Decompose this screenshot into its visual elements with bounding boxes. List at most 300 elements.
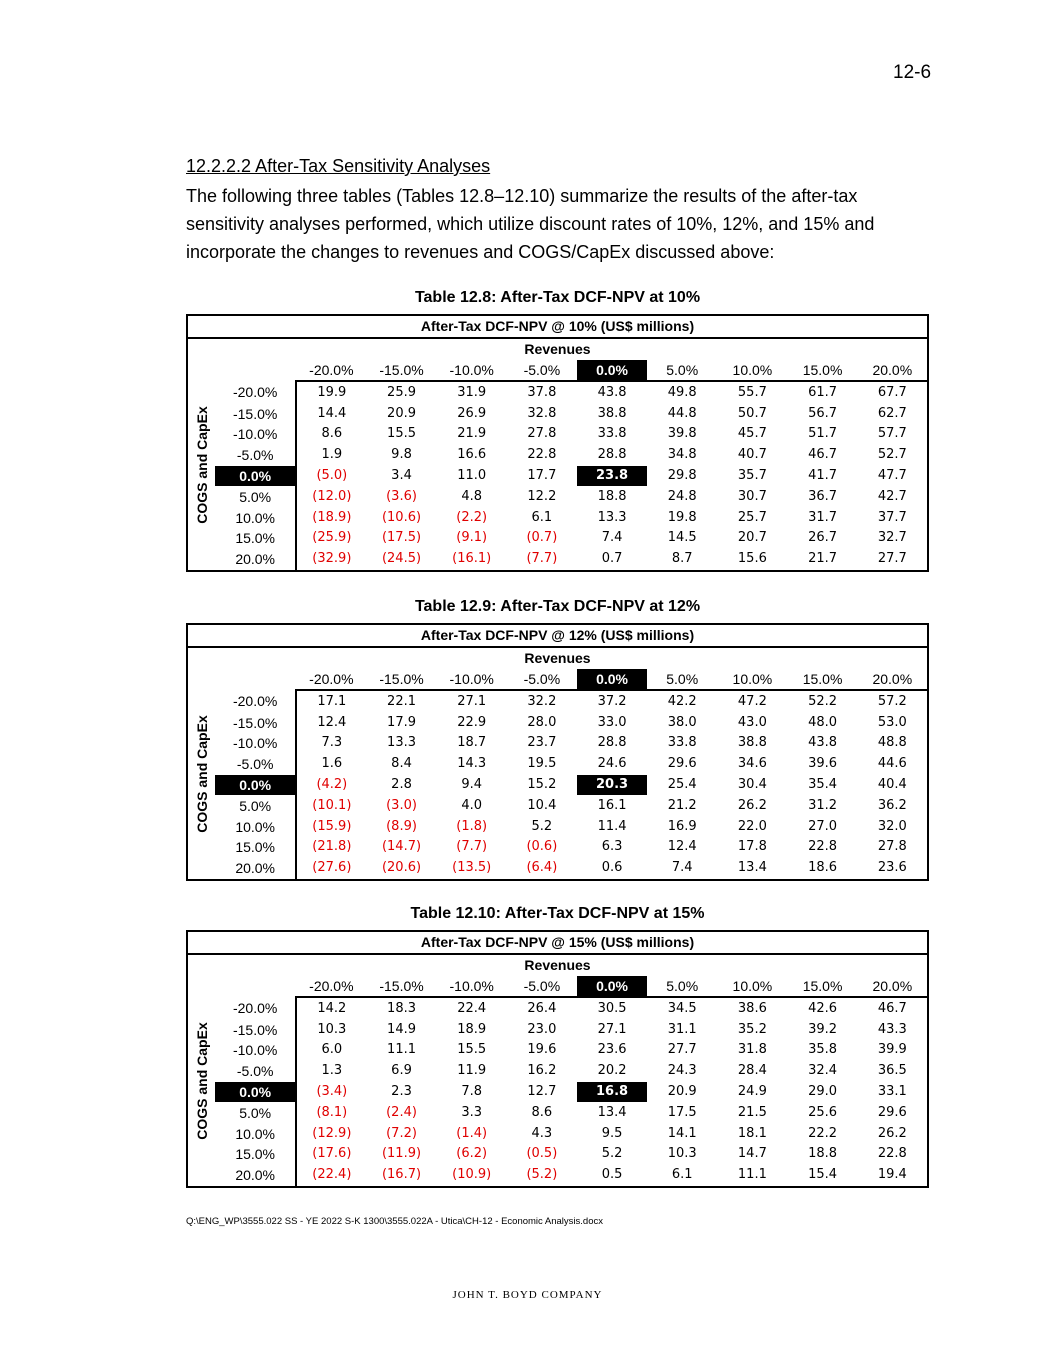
table-cell: 31.9 (437, 381, 507, 403)
table-cell: 48.0 (808, 714, 838, 730)
table-cell: 0.7 (577, 549, 647, 571)
table-cell: 25.9 (366, 381, 436, 403)
table-cell: 53.0 (858, 712, 928, 733)
table-cell: (20.6) (366, 858, 436, 880)
table-cell: (17.6) (296, 1144, 366, 1165)
table-cell: 31.7 (808, 509, 838, 525)
table-cell: 8.6 (531, 1104, 553, 1120)
table-cell: 9.4 (461, 776, 483, 792)
table-cell: 48.8 (858, 733, 928, 754)
table-cell: (25.9) (296, 528, 366, 549)
row-header: 0.0% (215, 466, 296, 487)
table-cell: 22.1 (366, 690, 436, 712)
table-cell: 27.1 (437, 690, 507, 712)
table-cell: 21.9 (457, 426, 487, 442)
row-group-label-cell (187, 976, 215, 1187)
table-cell: 6.1 (647, 1165, 717, 1187)
row-header: -15.0% (232, 405, 278, 422)
page-number: 12-6 (893, 62, 932, 83)
table-cell: 14.9 (387, 1021, 416, 1037)
table-cell: 25.7 (737, 509, 767, 525)
table-cell: 6.1 (531, 509, 553, 525)
row-header: 10.0% (235, 509, 276, 526)
table-cell: 46.7 (808, 447, 838, 463)
table-cell: 62.7 (858, 403, 928, 424)
table-cell: 45.7 (737, 426, 767, 442)
table-cell: 6.3 (601, 839, 623, 855)
table-cell: 27.8 (858, 837, 928, 858)
table-cell: 5.2 (531, 818, 553, 834)
column-header: -10.0% (449, 670, 494, 687)
table-cell: 20.7 (737, 530, 767, 546)
table-row (187, 1144, 928, 1165)
table-cell: 32.4 (808, 1063, 838, 1079)
table-cell: 27.7 (667, 1042, 697, 1058)
table-cell: 57.2 (858, 690, 928, 712)
table-cell: 57.7 (858, 424, 928, 445)
table-cell: 67.7 (858, 381, 928, 403)
table-cell: 46.7 (858, 997, 928, 1019)
table-cell: 41.7 (808, 467, 838, 483)
table-cell: 26.9 (457, 405, 487, 421)
table-cell: 56.7 (808, 405, 838, 421)
table-cell: 23.7 (527, 735, 557, 751)
column-header: -10.0% (449, 361, 494, 378)
table-cell: 13.3 (597, 509, 627, 525)
column-header: 10.0% (732, 361, 773, 378)
column-header: -20.0% (309, 670, 354, 687)
table-cell: 13.4 (597, 1104, 627, 1120)
table-cell: 4.8 (461, 488, 483, 504)
table-row (187, 549, 928, 571)
column-header: -5.0% (523, 670, 561, 687)
table-cell: (7.2) (386, 1125, 417, 1141)
table-cell: (0.7) (526, 530, 558, 546)
table-cell: 44.8 (667, 405, 697, 421)
column-header: 15.0% (802, 361, 843, 378)
table-cell: 8.6 (296, 424, 366, 445)
table-cell: 36.5 (858, 1061, 928, 1082)
table-cell: 9.8 (391, 447, 412, 463)
table-cell: 26.2 (858, 1123, 928, 1144)
table-caption: After-Tax DCF-NPV @ 12% (US$ millions) (187, 624, 928, 647)
table-cell: 26.2 (737, 797, 767, 813)
column-group-label: Revenues (187, 954, 928, 976)
table-cell: (1.8) (456, 818, 488, 834)
table-row (187, 816, 928, 837)
table-cell: 10.3 (667, 1146, 697, 1162)
table-cell: (14.7) (381, 839, 422, 855)
table-cell: 30.4 (737, 776, 767, 792)
table-cell: 18.6 (787, 858, 857, 880)
table-cell: 40.4 (858, 775, 928, 796)
table-cell: 16.9 (667, 818, 697, 834)
table-cell: (12.9) (296, 1123, 366, 1144)
section-heading: 12.2.2.2 After-Tax Sensitivity Analyses (186, 156, 491, 176)
table-cell: 23.8 (577, 466, 647, 487)
table-cell: 22.4 (437, 997, 507, 1019)
table-cell: (16.7) (366, 1165, 436, 1187)
row-header: -5.0% (236, 756, 274, 773)
table-cell: 2.3 (391, 1083, 412, 1099)
table-cell: 16.8 (577, 1082, 647, 1103)
table-cell: 15.4 (787, 1165, 857, 1187)
table-row (187, 795, 928, 816)
table-cell: (13.5) (437, 858, 507, 880)
row-header: -10.0% (232, 1042, 278, 1059)
table-cell: 18.8 (808, 1146, 838, 1162)
table-cell: 17.1 (296, 690, 366, 712)
table-cell: 8.7 (647, 549, 717, 571)
table-row (187, 486, 928, 507)
column-header: 10.0% (732, 670, 773, 687)
table-row (187, 445, 928, 466)
table-cell: 7.3 (296, 733, 366, 754)
row-group-label-cell (187, 669, 215, 880)
table-cell: 4.0 (461, 797, 483, 813)
table-cell: (3.6) (386, 488, 417, 504)
table-cell: 8.4 (391, 756, 412, 772)
table-cell: 19.9 (296, 381, 366, 403)
table-cell: (24.5) (366, 549, 436, 571)
table-cell: (27.6) (296, 858, 366, 880)
table-cell: 14.3 (457, 756, 487, 772)
table-cell: 42.6 (787, 997, 857, 1019)
table-title: Table 12.10: After-Tax DCF-NPV at 15% (410, 905, 705, 922)
column-header: 0.0% (577, 360, 647, 382)
table-cell: 15.2 (527, 776, 557, 792)
table-cell: 28.8 (597, 447, 627, 463)
table-cell: 25.6 (808, 1104, 838, 1120)
table-cell: 25.4 (667, 776, 697, 792)
table-cell: 27.1 (597, 1021, 627, 1037)
table-cell: 38.0 (667, 714, 697, 730)
row-header: -5.0% (236, 447, 274, 464)
table-cell: 16.6 (457, 447, 487, 463)
table-cell: 35.8 (808, 1042, 838, 1058)
row-header: 5.0% (239, 1104, 272, 1121)
table-cell: 7.4 (647, 858, 717, 880)
row-group-label-cell (187, 360, 215, 571)
table-row (187, 466, 928, 487)
table-cell: 1.6 (296, 754, 366, 775)
table-cell: (10.9) (437, 1165, 507, 1187)
table-cell: 0.6 (577, 858, 647, 880)
table-cell: 20.9 (667, 1083, 697, 1099)
table-cell: 5.2 (601, 1146, 623, 1162)
table-cell: 15.5 (457, 1042, 487, 1058)
table-cell: (2.2) (456, 509, 488, 525)
table-cell: 27.0 (808, 818, 838, 834)
table-cell: 43.0 (737, 714, 767, 730)
table-cell: (16.1) (437, 549, 507, 571)
column-group-label: Revenues (187, 647, 928, 669)
row-header: -20.0% (232, 1000, 278, 1017)
table-cell: 52.2 (787, 690, 857, 712)
column-header: 20.0% (858, 669, 928, 691)
column-header: -10.0% (449, 977, 494, 994)
table-title: Table 12.9: After-Tax DCF-NPV at 12% (414, 598, 701, 615)
column-header: -5.0% (523, 977, 561, 994)
table-cell: (6.4) (507, 858, 577, 880)
table-row (187, 754, 928, 775)
table-cell: 19.6 (527, 1042, 557, 1058)
table-cell: 1.9 (296, 445, 366, 466)
table-cell: 0.5 (577, 1165, 647, 1187)
table-cell: 28.0 (527, 714, 557, 730)
row-header: 15.0% (235, 1146, 276, 1163)
table-cell: 37.7 (858, 507, 928, 528)
table-cell: 23.0 (527, 1021, 557, 1037)
sensitivity-table (186, 930, 929, 1188)
table-cell: 49.8 (647, 381, 717, 403)
table-cell: (2.4) (386, 1104, 417, 1120)
column-header: -15.0% (379, 361, 424, 378)
table-cell: 29.0 (808, 1083, 838, 1099)
table-cell: (7.7) (456, 839, 488, 855)
table-cell: 12.7 (527, 1083, 557, 1099)
table-cell: (12.0) (296, 486, 366, 507)
table-cell: 33.8 (597, 426, 627, 442)
row-header: 15.0% (235, 839, 276, 856)
table-cell: 39.8 (667, 426, 697, 442)
column-header: 5.0% (666, 977, 699, 994)
table-cell: 33.0 (597, 714, 627, 730)
table-cell: 35.4 (808, 776, 838, 792)
table-cell: 27.7 (858, 549, 928, 571)
table-cell: 15.6 (717, 549, 787, 571)
table-cell: 18.9 (457, 1021, 487, 1037)
row-header: -15.0% (232, 1021, 278, 1038)
table-cell: 28.8 (597, 735, 627, 751)
table-cell: 15.5 (387, 426, 416, 442)
table-cell: 18.8 (597, 488, 627, 504)
table-cell: 16.2 (527, 1063, 557, 1079)
table-cell: 32.2 (507, 690, 577, 712)
table-cell: 7.4 (601, 530, 623, 546)
table-cell: 14.2 (296, 997, 366, 1019)
table-cell: 20.3 (577, 775, 647, 796)
table-cell: 18.3 (366, 997, 436, 1019)
table-row (187, 690, 928, 712)
table-cell: 38.6 (717, 997, 787, 1019)
table-cell: 13.4 (717, 858, 787, 880)
table-row (187, 1123, 928, 1144)
table-cell: 29.8 (667, 467, 697, 483)
table-cell: 36.7 (808, 488, 838, 504)
table-cell: 11.0 (457, 467, 487, 483)
table-cell: 35.2 (737, 1021, 767, 1037)
table-cell: (15.9) (296, 816, 366, 837)
column-header: 5.0% (666, 361, 699, 378)
row-header: 0.0% (215, 775, 296, 796)
table-caption: After-Tax DCF-NPV @ 15% (US$ millions) (187, 931, 928, 954)
table-cell: 50.7 (737, 405, 767, 421)
table-row (187, 1040, 928, 1061)
column-header: -15.0% (379, 670, 424, 687)
table-row (187, 403, 928, 424)
table-cell: 22.9 (457, 714, 487, 730)
table-row (187, 858, 928, 880)
table-cell: 22.8 (808, 839, 838, 855)
table-cell: (0.6) (526, 839, 558, 855)
row-header: -15.0% (232, 714, 278, 731)
row-header: 10.0% (235, 818, 276, 835)
row-header: 20.0% (215, 549, 296, 571)
table-cell: 21.2 (667, 797, 697, 813)
row-header: 5.0% (239, 797, 272, 814)
table-cell: 19.8 (667, 509, 697, 525)
table-cell: 24.8 (667, 488, 697, 504)
table-cell: 12.4 (296, 712, 366, 733)
table-cell: 16.1 (597, 797, 627, 813)
table-cell: 34.6 (737, 756, 767, 772)
table-cell: 61.7 (787, 381, 857, 403)
table-cell: 17.9 (387, 714, 416, 730)
table-cell: 11.1 (387, 1042, 416, 1058)
table-cell: (5.2) (507, 1165, 577, 1187)
table-cell: 51.7 (808, 426, 838, 442)
table-cell: (4.2) (296, 775, 366, 796)
table-cell: (8.9) (386, 818, 417, 834)
table-cell: 24.6 (597, 756, 627, 772)
table-cell: (17.5) (381, 530, 422, 546)
table-cell: (18.9) (296, 507, 366, 528)
table-cell: 38.8 (737, 735, 767, 751)
intro-paragraph: The following three tables (Tables 12.8–12.10) summarize the results of the after-tax sensitivity analyses performed, which utilize discount rates of 10%, 12%, and 15% and incorporate the changes to revenues and COGS/CapEx discussed above: (186, 186, 875, 262)
table-cell: 34.8 (667, 447, 697, 463)
table-cell: 20.2 (597, 1063, 627, 1079)
table-cell: 3.3 (461, 1104, 483, 1120)
table-cell: 38.8 (597, 405, 627, 421)
table-cell: 19.4 (858, 1165, 928, 1187)
row-group-label: COGS and CapEx (193, 714, 210, 833)
row-header: 20.0% (215, 1165, 296, 1187)
table-row (187, 837, 928, 858)
table-cell: 23.6 (858, 858, 928, 880)
table-cell: 22.8 (858, 1144, 928, 1165)
table-cell: (1.4) (456, 1125, 488, 1141)
sensitivity-table (186, 314, 929, 572)
table-cell: 21.7 (787, 549, 857, 571)
table-cell: 6.9 (391, 1063, 412, 1079)
sensitivity-table (186, 623, 929, 881)
table-cell: 9.5 (601, 1125, 623, 1141)
table-cell: 22.0 (737, 818, 767, 834)
table-cell: 12.2 (527, 488, 557, 504)
column-group-label: Revenues (187, 338, 928, 360)
table-cell: 43.8 (577, 381, 647, 403)
table-cell: 17.8 (737, 839, 767, 855)
table-cell: 22.8 (527, 447, 557, 463)
table-cell: 40.7 (737, 447, 767, 463)
table-row (187, 775, 928, 796)
corner-cell (215, 669, 296, 691)
table-cell: 2.8 (391, 776, 412, 792)
table-cell: 55.7 (717, 381, 787, 403)
table-row (187, 528, 928, 549)
table-cell: 14.5 (667, 530, 697, 546)
table-cell: (10.1) (296, 795, 366, 816)
table-cell: 11.4 (597, 818, 627, 834)
table-cell: 39.6 (808, 756, 838, 772)
corner-cell (215, 360, 296, 382)
table-row (187, 1082, 928, 1103)
table-cell: 33.8 (667, 735, 697, 751)
table-cell: (9.1) (456, 530, 488, 546)
table-cell: 21.5 (737, 1104, 767, 1120)
row-header: -20.0% (232, 693, 278, 710)
table-cell: 47.2 (717, 690, 787, 712)
table-cell: 24.3 (667, 1063, 697, 1079)
table-cell: 33.1 (858, 1082, 928, 1103)
table-cell: 1.3 (296, 1061, 366, 1082)
column-header: 15.0% (802, 670, 843, 687)
row-group-label: COGS and CapEx (193, 405, 210, 524)
company-footer: JOHN T. BOYD COMPANY (452, 1289, 603, 1301)
table-cell: (22.4) (296, 1165, 366, 1187)
table-cell: 13.3 (387, 735, 416, 751)
table-cell: 11.1 (717, 1165, 787, 1187)
table-cell: (6.2) (456, 1146, 488, 1162)
table-cell: 20.9 (387, 405, 416, 421)
row-header: -10.0% (232, 735, 278, 752)
row-header: 5.0% (239, 488, 272, 505)
table-row (187, 507, 928, 528)
table-cell: 39.2 (808, 1021, 838, 1037)
table-cell: 26.4 (507, 997, 577, 1019)
table-cell: 4.3 (531, 1125, 553, 1141)
column-header: 0.0% (577, 976, 647, 998)
table-row (187, 381, 928, 403)
table-cell: 24.9 (737, 1083, 767, 1099)
column-header: -5.0% (523, 361, 561, 378)
row-header: 15.0% (235, 530, 276, 547)
table-cell: 32.0 (858, 816, 928, 837)
column-header: 5.0% (666, 670, 699, 687)
table-cell: 12.4 (667, 839, 697, 855)
table-cell: 31.2 (808, 797, 838, 813)
table-cell: 22.2 (808, 1125, 838, 1141)
table-cell: 7.8 (461, 1083, 483, 1099)
table-cell: 26.7 (808, 530, 838, 546)
table-row (187, 424, 928, 445)
table-cell: 31.8 (737, 1042, 767, 1058)
table-cell: 27.8 (527, 426, 557, 442)
table-cell: (0.5) (526, 1146, 558, 1162)
table-cell: (5.0) (296, 466, 366, 487)
table-cell: 23.6 (597, 1042, 627, 1058)
row-header: 10.0% (235, 1125, 276, 1142)
table-cell: 35.7 (737, 467, 767, 483)
table-row (187, 1165, 928, 1187)
table-cell: 37.2 (577, 690, 647, 712)
table-title: Table 12.8: After-Tax DCF-NPV at 10% (414, 289, 701, 306)
table-cell: (3.4) (296, 1082, 366, 1103)
column-header: 15.0% (802, 977, 843, 994)
table-cell: 42.2 (647, 690, 717, 712)
table-cell: 32.7 (858, 528, 928, 549)
table-cell: 42.7 (858, 486, 928, 507)
file-path: Q:\ENG_WP\3555.022 SS - YE 2022 S-K 1300\3555.022A - Utica\CH-12 - Economic Analysis.docx (186, 1216, 603, 1227)
table-row (187, 712, 928, 733)
table-cell: 19.5 (527, 756, 557, 772)
table-cell: 10.3 (296, 1019, 366, 1040)
column-header: 0.0% (577, 669, 647, 691)
table-cell: 52.7 (858, 445, 928, 466)
table-cell: 43.3 (858, 1019, 928, 1040)
table-cell: 3.4 (391, 467, 412, 483)
